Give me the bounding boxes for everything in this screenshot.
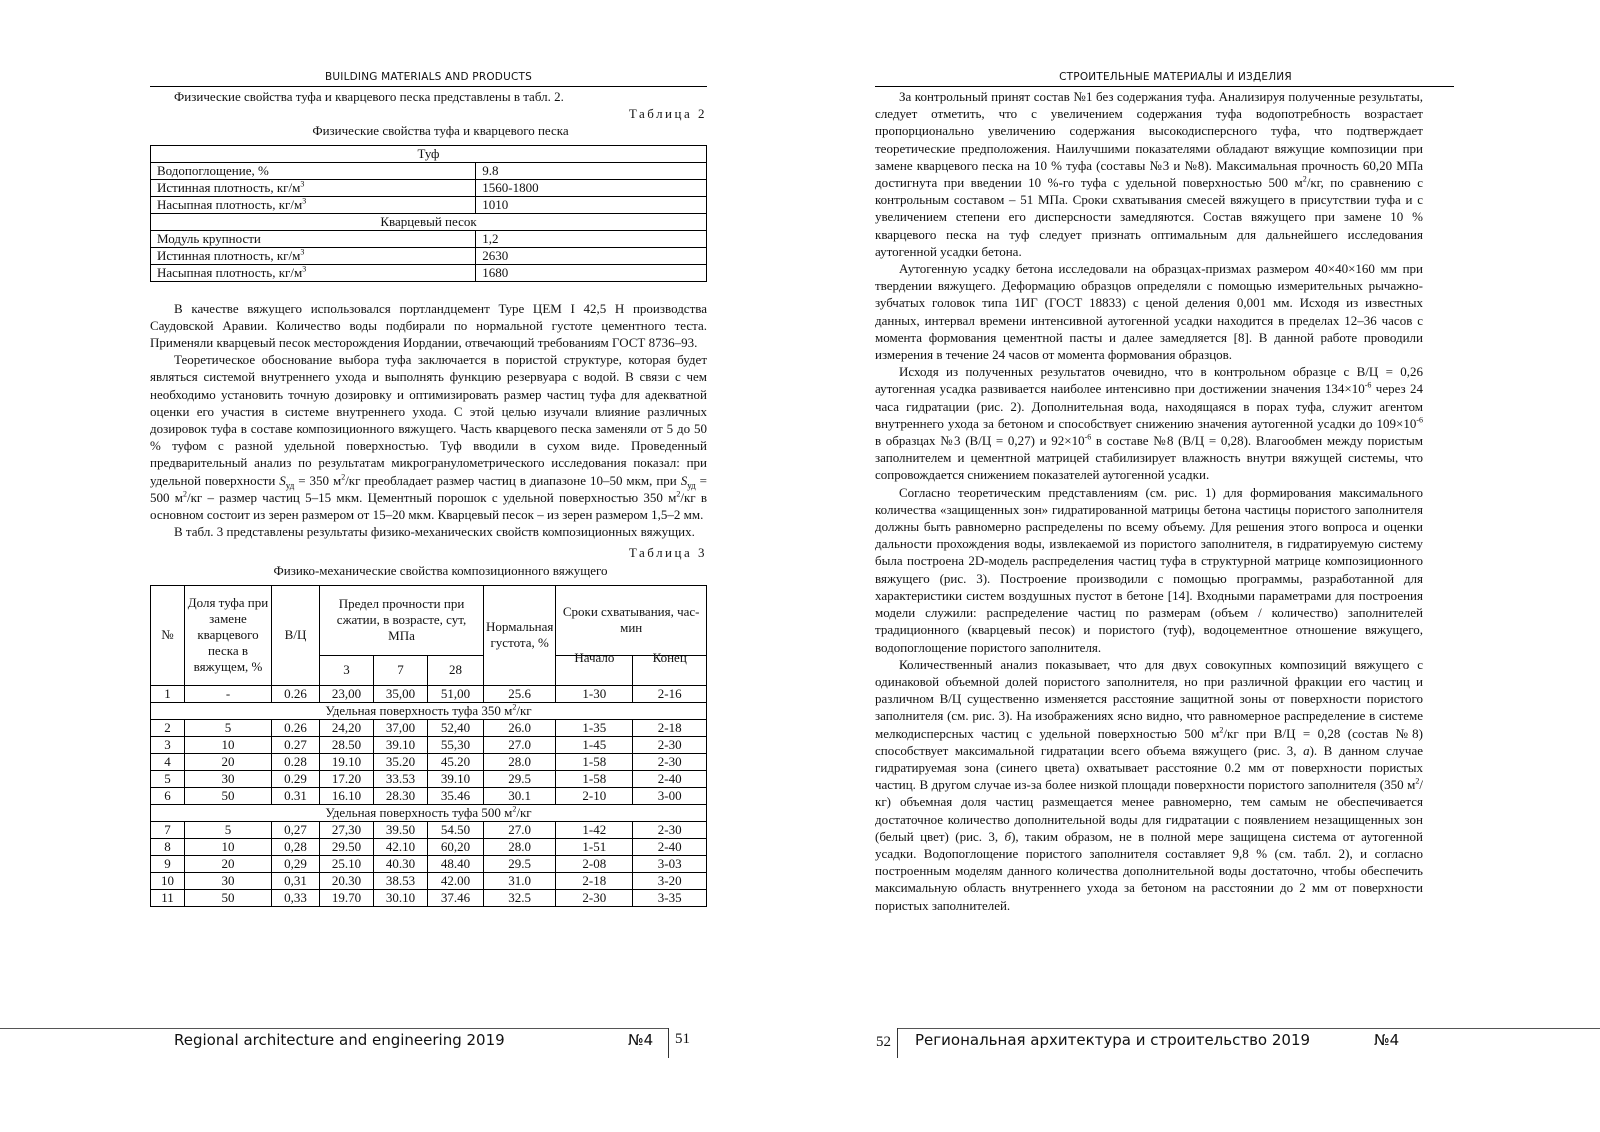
text-run: Исходя из полученных результатов очевидно, что в контрольном образце с В/Ц = 0,26 аутогенная усадка развивается наиболее интенсивно при достижении значения 134×10 xyxy=(875,364,1423,397)
table-cell: 50 xyxy=(185,787,272,804)
text-run: б xyxy=(1004,828,1012,844)
table-cell: 55,30 xyxy=(428,736,484,753)
table-cell: 27,30 xyxy=(320,821,374,838)
table2-section-tuff: Туф xyxy=(151,145,707,162)
cell-name: Насыпная плотность, кг/м xyxy=(157,264,303,280)
paragraph-theory xyxy=(150,351,707,523)
table-cell: 1-42 xyxy=(556,821,633,838)
table-row xyxy=(151,889,707,906)
table-cell: 5 xyxy=(185,719,272,736)
table-cell: 1-58 xyxy=(556,753,633,770)
header-num: № xyxy=(151,585,185,685)
table-cell: 1-30 xyxy=(556,685,633,702)
table-cell: 27.0 xyxy=(484,821,556,838)
table-cell: 50 xyxy=(185,889,272,906)
page-number-left: 51 xyxy=(668,1028,690,1058)
text-run: 2 xyxy=(512,804,517,814)
table-cell: - xyxy=(185,685,272,702)
header-day28: 28 xyxy=(428,655,484,685)
text-run: /кг при В/Ц = 0,28 (состав №8) способствует максимальной гидратации всего объема вяжущего (рис. 3, xyxy=(875,725,1423,758)
cell-value: 1010 xyxy=(476,196,707,213)
header-share: Доля туфа при замене кварцевого песка в вяжущем, % xyxy=(185,585,272,685)
text-run: За контрольный принят состав №1 без содержания туфа. Анализируя полученные результаты, следует отметить, что с увеличением содержания туфа водопотребность возрастает пропорционально увеличению содержания высокодисперсного туфа, что подтверждает теоретические предположения. Наилучшими показателями обладают вяжущие композиции при замене кварцевого песка на 10 % туфа (составы №3 и №8). Максимальная прочность 60,20 МПа достигнута при введении 10 %-го туфа с удельной поверхностью 500 м xyxy=(875,89,1423,191)
table-cell: 1-35 xyxy=(556,719,633,736)
table-row xyxy=(151,872,707,889)
text-run: /кг xyxy=(516,804,532,820)
table-cell: 33.53 xyxy=(374,770,428,787)
table-cell: 19.10 xyxy=(320,753,374,770)
left-body xyxy=(150,88,707,907)
text-run: в составе №8 (В/Ц = 0,28). Влагообмен между пористым заполнителем и цементной матрицей стабилизирует влажность внутри вяжущей системы, что сопровождается снижением показателей аутогенной усадки. xyxy=(875,433,1423,483)
cell-value: 9.8 xyxy=(476,162,707,179)
table-cell: 2-30 xyxy=(633,736,707,753)
table3-label: Таблица 3 xyxy=(628,545,707,561)
footer-issue-right: №4 xyxy=(1374,1031,1400,1049)
table-cell: 1-58 xyxy=(556,770,633,787)
cell-sup: 3 xyxy=(300,247,305,257)
cell-value: 1680 xyxy=(476,264,707,281)
table-cell: 60,20 xyxy=(428,838,484,855)
table-cell: 30 xyxy=(185,872,272,889)
table-row xyxy=(151,787,707,804)
table-cell: 27.0 xyxy=(484,736,556,753)
table-cell: 2-18 xyxy=(633,719,707,736)
running-head-left: BUILDING MATERIALS AND PRODUCTS xyxy=(325,71,532,83)
table-row xyxy=(151,247,707,264)
table-cell: 0,33 xyxy=(272,889,320,906)
table-cell: 45.20 xyxy=(428,753,484,770)
table-cell: 16.10 xyxy=(320,787,374,804)
table-cell: 1 xyxy=(151,685,185,702)
text-run: через 24 часа гидратации (рис. 2). Дополнительная вода, находящаяся в порах туфа, служит агентом внутреннего ухода за бетоном и способствует снижению значения аутогенной усадки до 109×10 xyxy=(875,381,1424,431)
table-cell: 10 xyxy=(151,872,185,889)
table-cell: 39.10 xyxy=(428,770,484,787)
table3 xyxy=(150,585,707,907)
footer-issue-left: №4 xyxy=(628,1031,654,1049)
table-cell: 29.5 xyxy=(484,770,556,787)
table-cell: 0,28 xyxy=(272,838,320,855)
table-cell: 23,00 xyxy=(320,685,374,702)
table-cell: 2-30 xyxy=(633,821,707,838)
header-density: Нормальная густота, % xyxy=(484,585,556,685)
table-row xyxy=(151,770,707,787)
paragraph-analysis xyxy=(875,656,1423,914)
table-cell: 26.0 xyxy=(484,719,556,736)
footer-title-right: Региональная архитектура и строительство 2019 xyxy=(915,1031,1311,1049)
header-rule-right xyxy=(875,86,1454,87)
right-body xyxy=(875,88,1423,914)
text-run: /кг в основном состоит из зерен размером от 15–20 мкм. Кварцевый песок – из зерен размером 1,5–2 мм. xyxy=(150,489,708,523)
table-cell: 25.10 xyxy=(320,855,374,872)
text-run: 2 xyxy=(341,472,346,482)
text-run: /кг) объемная доля частиц размещается менее равномерно, тем самым не обеспечивается достаточное количество дополнительной воды для гидратации с появлением незащищенных зон (белый цвет) (рис. 3, xyxy=(875,777,1423,844)
table-cell: 30 xyxy=(185,770,272,787)
table-cell: 48.40 xyxy=(428,855,484,872)
text-run: -6 xyxy=(1084,432,1092,442)
table-cell: 3-35 xyxy=(633,889,707,906)
text-run: = 350 м xyxy=(294,472,342,488)
table2 xyxy=(150,145,707,282)
text-run: 2 xyxy=(512,702,517,712)
header-day7: 7 xyxy=(374,655,428,685)
table-cell: 28.0 xyxy=(484,838,556,855)
table-cell: 1-51 xyxy=(556,838,633,855)
table-cell: 0,29 xyxy=(272,855,320,872)
table-cell: 28.30 xyxy=(374,787,428,804)
running-head-right: СТРОИТЕЛЬНЫЕ МАТЕРИАЛЫ И ИЗДЕЛИЯ xyxy=(1059,71,1292,83)
text-run: /кг xyxy=(516,702,532,718)
text-run: S xyxy=(279,472,286,488)
cell-sup: 3 xyxy=(302,196,307,206)
text-run: Количественный анализ показывает, что для двух совокупных композиций вяжущего с одинаковой объемной долей пористого заполнителя, но при различной фракции его частиц и различном В/Ц существенно изменяется расстояние защитной зоны от поверхности пористого заполнителя (см. рис. 3). На изображениях ясно видно, что равномерное распределение в системе мелкодисперсных частиц с удельной поверхностью 500 м xyxy=(875,656,1423,741)
table-row xyxy=(151,230,707,247)
text-run: /кг – размер частиц 5–15 мкм. Цементный порошок с удельной поверхностью 350 м xyxy=(186,489,677,505)
text-run: в образцах №3 (В/Ц = 0,27) и 92×10 xyxy=(875,433,1085,449)
table-cell: 4 xyxy=(151,753,185,770)
table-cell: 5 xyxy=(185,821,272,838)
header-strength: Предел прочности при сжатии, в возрасте, сут, МПа xyxy=(320,585,484,655)
cell-name: Истинная плотность, кг/м xyxy=(157,247,301,263)
table-cell: 7 xyxy=(151,821,185,838)
cell-name: Водопоглощение, % xyxy=(157,162,269,178)
cell-name: Истинная плотность, кг/м xyxy=(157,179,301,195)
table-cell: 30.10 xyxy=(374,889,428,906)
table-cell: 37.46 xyxy=(428,889,484,906)
text-run: 2 xyxy=(1415,776,1420,786)
paragraph-shrinkage: Аутогенную усадку бетона исследовали на образцах-призмах размером 40×40×160 мм при твердении вяжущего. Деформацию образцов определяли с помощью измерительных рычажно-зубчатых головок типа 1ИГ (ГОСТ 18833) с ценой деления 0,001 мм. Исходя из известных данных, интервал времени интенсивной аутогенной усадки находится в пределах 12–36 часов с момента формования цементной пасты и далее замедляется [8]. В данной работе проводили измерения в течение 24 часов от момента формования образцов. xyxy=(875,261,1423,363)
table-cell: 3-00 xyxy=(633,787,707,804)
paragraph-table3-intro: В табл. 3 представлены результаты физико-механических свойств композиционных вяжущих. xyxy=(174,524,695,540)
table-row xyxy=(151,719,707,736)
text-run: S xyxy=(680,472,688,488)
table-cell: 0.26 xyxy=(272,685,320,702)
table-row xyxy=(151,821,707,838)
footer-divider-right xyxy=(897,1028,898,1058)
text-run: /кг преобладает размер частиц в диапазоне 10–50 мкм, при xyxy=(345,472,681,488)
table-row xyxy=(151,162,707,179)
text-run: уд xyxy=(687,480,696,491)
left-page xyxy=(150,0,707,1132)
table-cell: 51,00 xyxy=(428,685,484,702)
table-cell: 3 xyxy=(151,736,185,753)
table-cell: 20.30 xyxy=(320,872,374,889)
text-run: ), таким образом, не в полной мере защищена система от аутогенной усадки. Водопоглощение пористого заполнителя составляет 9,8 % (см. табл. 2), и согласно построенным моделям данного количества дополнительной воды достаточно, чтобы обеспечить максимальную область внутреннего ухода за бетоном на расстоянии до 2 мм от поверхности пористых заполнителей. xyxy=(875,828,1423,913)
table-cell: 10 xyxy=(185,838,272,855)
table-cell: 42.10 xyxy=(374,838,428,855)
text-run: -6 xyxy=(1364,381,1372,391)
table-cell: 29.5 xyxy=(484,855,556,872)
table-cell: 2-30 xyxy=(633,753,707,770)
table-cell: 35,00 xyxy=(374,685,428,702)
table-cell: 24,20 xyxy=(320,719,374,736)
table-row xyxy=(151,685,707,702)
table-cell: 0.28 xyxy=(272,753,320,770)
table3-caption: Физико-механические свойства композиционного вяжущего xyxy=(273,562,608,578)
table-cell: 0,31 xyxy=(272,872,320,889)
text-run: 2 xyxy=(1219,725,1224,735)
text-run: 2 xyxy=(676,489,681,499)
table-cell: 10 xyxy=(185,736,272,753)
text-run: а xyxy=(1303,742,1310,758)
table-row xyxy=(151,179,707,196)
header-rule-left xyxy=(150,86,707,87)
table-row xyxy=(151,855,707,872)
table3-section-500 xyxy=(151,804,707,821)
cell-name: Модуль крупности xyxy=(157,230,261,246)
table-cell: 9 xyxy=(151,855,185,872)
header-wc: В/Ц xyxy=(272,585,320,685)
table-cell: 2-16 xyxy=(633,685,707,702)
table-cell: 31.0 xyxy=(484,872,556,889)
table-cell: 38.53 xyxy=(374,872,428,889)
table2-section-sand: Кварцевый песок xyxy=(151,213,707,230)
table3-section-350 xyxy=(151,702,707,719)
table-cell: 11 xyxy=(151,889,185,906)
table-cell: 20 xyxy=(185,753,272,770)
table-cell: 0.29 xyxy=(272,770,320,787)
header-setting: Сроки схватывания, час-мин xyxy=(556,585,707,655)
table-cell: 2-10 xyxy=(556,787,633,804)
table-cell: 28.50 xyxy=(320,736,374,753)
text-run: 2 xyxy=(182,489,187,499)
cell-value: 1560-1800 xyxy=(476,179,707,196)
table-cell: 25.6 xyxy=(484,685,556,702)
cell-value: 2630 xyxy=(476,247,707,264)
table-cell: 20 xyxy=(185,855,272,872)
header-day3: 3 xyxy=(320,655,374,685)
table-cell: 2-18 xyxy=(556,872,633,889)
paragraph-model: Согласно теоретическим представлениям (см. рис. 1) для формирования максимального количества «защищенных зон» гидратированной матрицы бетона частицы пористого заполнителя должны быть равномерно распределены по всему объему. Для решения этого вопроса и оценки дальности прохождения воды, извлекаемой из пористого заполнителя, в гидратируемую систему была построена 2D-модель распределения частиц туфа в структурной матрице композиционного вяжущего (рис. 3). Построение производили с помощью программы, разработанной для характеристики систем воздушных пустот в бетоне [14]. Входными параметрами для построения модели служили: распределение частиц по размерам (объем / количество) заполнителей традиционного (кварцевый песок) и пористого (туф), водоцементное отношение вяжущего, водопоглощение пористого заполнителя. xyxy=(875,484,1423,655)
table-cell: 35.46 xyxy=(428,787,484,804)
table-cell: 30.1 xyxy=(484,787,556,804)
table-cell: 42.00 xyxy=(428,872,484,889)
table-cell: 0,27 xyxy=(272,821,320,838)
paragraph-results xyxy=(875,88,1423,260)
header-start: Начало xyxy=(556,643,633,673)
table-cell: 6 xyxy=(151,787,185,804)
table-cell: 2-08 xyxy=(556,855,633,872)
text-run: уд xyxy=(285,480,295,491)
text-run: Теоретическое обоснование выбора туфа заключается в пористой структуре, которая будет являться системой внутреннего ухода и выполнять функцию резервуара с водой. В связи с чем необходимо установить точную дозировку и оптимизировать размер частиц туфа для адекватной оценки его участия в системе внутреннего ухода. С этой целью изучали влияние различных дозировок туфа в составе композиционного вяжущего. Часть кварцевого песка заменяли от 5 до 50 % туфом с разной удельной поверхностью. Туф вводили в сухом виде. Проведенный предварительный анализ по результатам микрогранулометрического исследования показал: при удельной поверхности xyxy=(150,352,707,488)
text-run: Удельная поверхность туфа 350 м xyxy=(325,702,513,718)
text-run: = 500 м xyxy=(150,472,708,505)
table-cell: 37,00 xyxy=(374,719,428,736)
table-cell: 17.20 xyxy=(320,770,374,787)
table-cell: 1-45 xyxy=(556,736,633,753)
table-cell: 0.27 xyxy=(272,736,320,753)
table-cell: 54.50 xyxy=(428,821,484,838)
text-run: Удельная поверхность туфа 500 м xyxy=(325,804,513,820)
cell-sup: 3 xyxy=(302,264,307,274)
table-cell: 52,40 xyxy=(428,719,484,736)
table-cell: 3-20 xyxy=(633,872,707,889)
table-cell: 39.50 xyxy=(374,821,428,838)
page-number-right: 52 xyxy=(876,1034,891,1050)
table-cell: 2-40 xyxy=(633,838,707,855)
paragraph-cement: В качестве вяжущего использовался портландцемент Type ЦЕМ I 42,5 Н производства Саудовской Аравии. Количество воды подбирали по нормальной густоте цементного теста. Применяли кварцевый песок месторождения Иордании, отвечающий требованиям ГОСТ 8736–93. xyxy=(150,300,707,351)
table-row xyxy=(151,753,707,770)
table-cell: 0.26 xyxy=(272,719,320,736)
table-row xyxy=(151,264,707,281)
table-cell: 2-40 xyxy=(633,770,707,787)
text-run: ). В данном случае гидратируемая зона (синего цвета) охватывает расстояние 0.2 мм от поверхности пористых частиц. В другом случае из-за более низкой площади поверхности пористого заполнителя (350 м xyxy=(875,742,1423,793)
table-cell: 40.30 xyxy=(374,855,428,872)
text-run: /кг, по сравнению с контрольным составом – 51 МПа. Сроки схватывания смесей вяжущего в присутствии туфа и с увеличением степени его дисперсности замедляются. Состав вяжущего при замене 10 % кварцевого песка на туф следует признать оптимальным для дальнейшего исследования аутогенной усадки бетона. xyxy=(875,175,1423,259)
table-cell: 0.31 xyxy=(272,787,320,804)
table-cell: 8 xyxy=(151,838,185,855)
table-cell: 39.10 xyxy=(374,736,428,753)
footer-rule-right xyxy=(897,1028,1600,1029)
table-cell: 3-03 xyxy=(633,855,707,872)
table-cell: 28.0 xyxy=(484,753,556,770)
text-run: 2 xyxy=(1302,174,1307,184)
table2-caption: Физические свойства туфа и кварцевого песка xyxy=(312,123,569,139)
table-cell: 2-30 xyxy=(556,889,633,906)
table-cell: 5 xyxy=(151,770,185,787)
footer-rule-left xyxy=(0,1028,668,1029)
table-cell: 29.50 xyxy=(320,838,374,855)
intro-text: Физические свойства туфа и кварцевого песка представлены в табл. 2. xyxy=(174,89,564,104)
text-run: -6 xyxy=(1416,415,1423,425)
table-row xyxy=(151,196,707,213)
paragraph-control xyxy=(875,363,1423,483)
header-end: Конец xyxy=(633,643,707,673)
table2-label: Таблица 2 xyxy=(628,106,707,122)
table-row xyxy=(151,838,707,855)
cell-value: 1,2 xyxy=(476,230,707,247)
table-cell: 32.5 xyxy=(484,889,556,906)
table-cell: 19.70 xyxy=(320,889,374,906)
table-cell: 35.20 xyxy=(374,753,428,770)
cell-sup: 3 xyxy=(300,179,305,189)
footer-title-left: Regional architecture and engineering 2019 xyxy=(174,1031,505,1049)
table-cell: 2 xyxy=(151,719,185,736)
cell-name: Насыпная плотность, кг/м xyxy=(157,196,303,212)
table-row xyxy=(151,736,707,753)
